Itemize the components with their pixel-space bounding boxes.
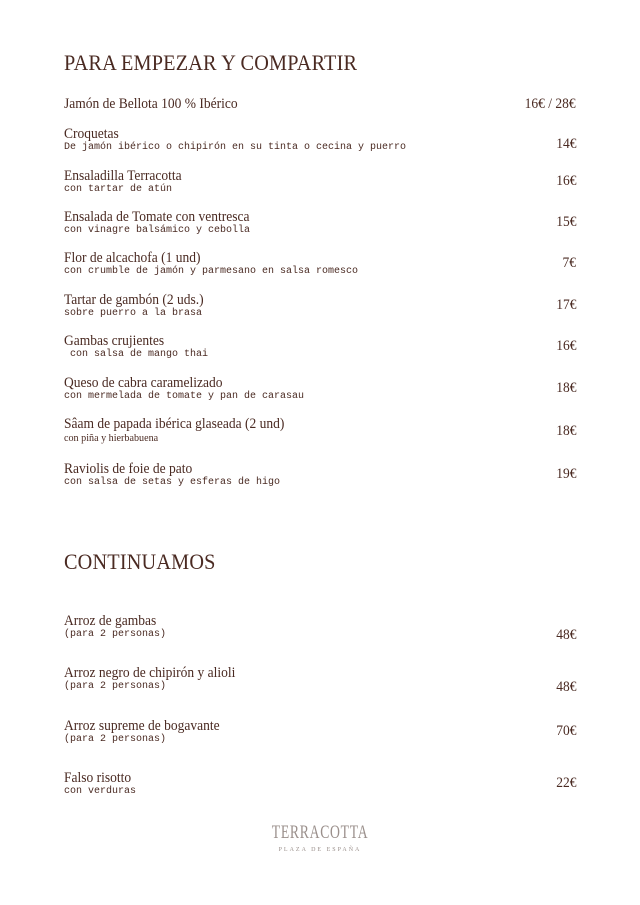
item-name: Jamón de Bellota 100 % Ibérico: [64, 96, 238, 112]
item-price: 70€: [555, 723, 576, 739]
menu-item: [64, 718, 576, 758]
item-description: (para 2 personas): [64, 734, 167, 745]
item-price: 18€: [555, 380, 576, 396]
item-name: Gambas crujientes: [64, 333, 165, 349]
item-price: 15€: [555, 214, 576, 230]
item-name: Queso de cabra caramelizado: [64, 375, 223, 391]
item-name: Arroz supreme de bogavante: [64, 718, 220, 734]
menu-item: [64, 613, 576, 653]
item-name: Flor de alcachofa (1 und): [64, 250, 201, 266]
menu-item: [64, 168, 576, 208]
item-name: Sâam de papada ibérica glaseada (2 und): [64, 416, 285, 432]
menu-item: [64, 292, 576, 332]
logo-location: PLAZA DE ESPAÑA: [278, 847, 362, 853]
item-name: Tartar de gambón (2 uds.): [64, 292, 204, 308]
item-price: 18€: [555, 423, 576, 439]
item-price: 7€: [562, 255, 576, 271]
item-description: con verduras: [64, 786, 137, 797]
item-description: De jamón ibérico o chipirón en su tinta o cecina y puerro: [64, 142, 407, 153]
item-price: 17€: [555, 297, 576, 313]
item-description: con salsa de mango thai: [64, 349, 209, 360]
item-description: sobre puerro a la brasa: [64, 308, 203, 319]
section-title-mains: CONTINUAMOS: [64, 549, 216, 574]
menu-item: [64, 375, 576, 415]
item-name: Ensalada de Tomate con ventresca: [64, 209, 250, 225]
menu-item: [64, 770, 576, 810]
section-title-starters: PARA EMPEZAR Y COMPARTIR: [64, 50, 358, 75]
menu-item: [64, 333, 576, 373]
item-price: 16€ / 28€: [524, 96, 576, 112]
item-price: 48€: [555, 679, 576, 695]
item-description: con vinagre balsámico y cebolla: [64, 225, 251, 236]
item-name: Ensaladilla Terracotta: [64, 168, 182, 184]
menu-item: [64, 126, 576, 166]
item-description: con mermelada de tomate y pan de carasau: [64, 391, 305, 402]
item-name: Arroz de gambas: [64, 613, 157, 629]
item-price: 48€: [555, 627, 576, 643]
item-name: Raviolis de foie de pato: [64, 461, 193, 477]
menu-item: [64, 209, 576, 249]
item-price: 14€: [555, 136, 576, 152]
item-description: (para 2 personas): [64, 681, 167, 692]
item-price: 16€: [555, 338, 576, 354]
item-price: 16€: [555, 173, 576, 189]
item-description: con piña y hierbabuena: [64, 432, 159, 444]
item-description: con crumble de jamón y parmesano en salsa romesco: [64, 266, 359, 277]
menu-item: [64, 461, 576, 501]
item-name: Falso risotto: [64, 770, 132, 786]
item-description: con tartar de atún: [64, 184, 173, 195]
menu-item: [64, 416, 576, 456]
item-price: 19€: [555, 466, 576, 482]
item-description: (para 2 personas): [64, 629, 167, 640]
logo-wordmark: TERRACOTTA: [271, 822, 369, 843]
menu-item: [64, 250, 576, 290]
item-price: 22€: [555, 775, 576, 791]
restaurant-logo: [0, 822, 640, 854]
item-name: Arroz negro de chipirón y alioli: [64, 665, 236, 681]
item-name: Croquetas: [64, 126, 119, 142]
menu-item: [64, 665, 576, 705]
item-description: con salsa de setas y esferas de higo: [64, 477, 281, 488]
